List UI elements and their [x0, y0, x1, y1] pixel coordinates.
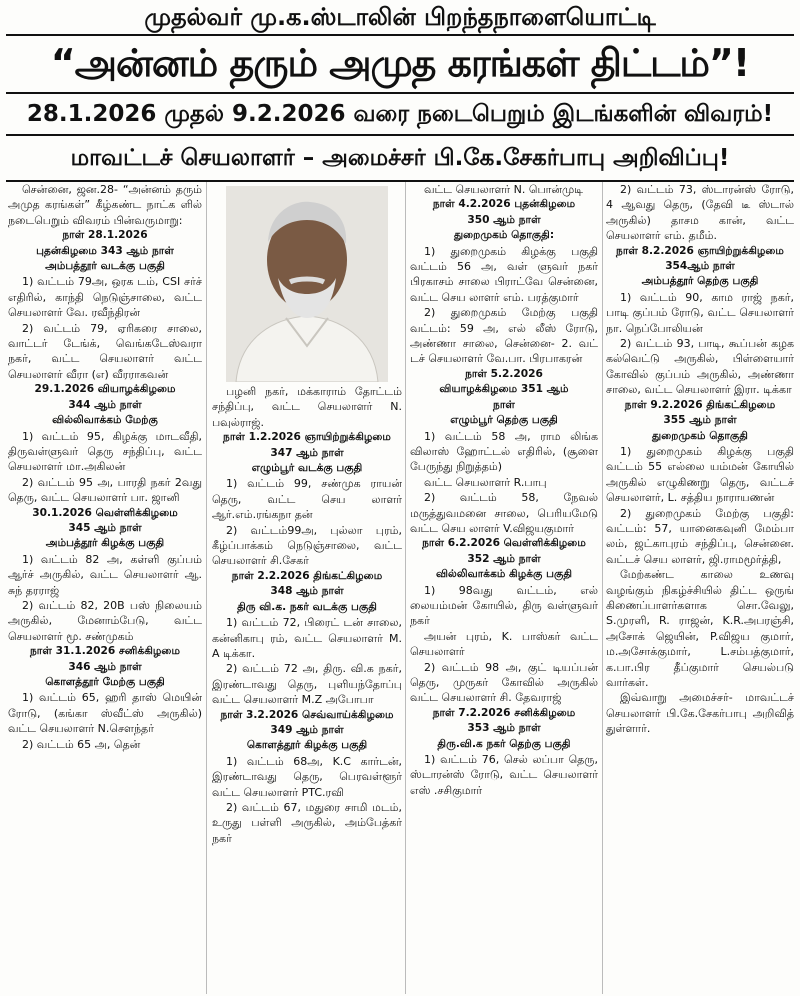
section-heading: 348 ஆம் நாள்	[270, 585, 344, 598]
section-heading: கொளத்தூர் மேற்கு பகுதி	[45, 676, 165, 688]
section-heading: 29.1.2026 வியாழக்கிழமை	[34, 383, 176, 396]
section-heading: நாள் 1.2.2026 ஞாயிற்றுக்கிழமை	[223, 431, 391, 444]
paragraph: இவ்வாறு அமைச்சர்- மாவட்டச் செயலாளர் பி.கே.சேகர்பாபு அறிவித் துள்ளார்.	[606, 691, 794, 736]
paragraph: 2) வட்டம் 95 அ, பாரதி நகர் 2வது தெரு, வட்ட செயலாளர் பா. ஜானி	[8, 475, 202, 505]
paragraph: 1) வட்டம் 90, காம ராஜ் நகர், பாடி குப்பம் ரோடு, வட்ட செயலாளர் நா. நெப்போலியன்	[606, 290, 794, 335]
headline: “அன்னம் தரும் அமுத கரங்கள் திட்டம்”!	[50, 41, 750, 85]
section-heading: நாள் 9.2.2026 திங்கட்கிழமை	[624, 398, 776, 411]
section-heading: வியாழக்கிழமை 351 ஆம்	[439, 383, 569, 396]
section-heading: புதன்கிழமை 343 ஆம் நாள்	[36, 244, 174, 257]
column-divider	[206, 182, 207, 994]
section-heading: 350 ஆம் நாள்	[467, 213, 541, 226]
section-heading: 345 ஆம் நாள்	[68, 521, 142, 534]
paragraph: 2) வட்டம் 67, மதுரை சாமி மடம், உருது பள்ளி அருகில், அம்பேத்கர் நகர்	[212, 800, 402, 845]
paragraph: சென்னை, ஜன.28- “அன்னம் தரும் அமுத கரங்கள்” கீழ்கண்ட நாட்க ளில் நடைபெறும் விவரம் பின்வருமாறு:	[8, 183, 202, 227]
article-column-2	[212, 182, 402, 994]
section-heading: நாள் 31.1.2026 சனிக்கிழமை	[30, 645, 180, 658]
subheadline-announcement: மாவட்டச் செயலாளர் – அமைச்சர் பி.கே.சேகர்பாபு அறிவிப்பு!	[70, 145, 730, 171]
paragraph: 1) வட்டம் 79அ, ஒரக டம், CSI சர்ச் எதிரில், காந்தி நெடுஞ்சாலை, வட்ட செயலாளர் வே. ரவீந்திரன்	[8, 275, 202, 320]
section-heading: எழும்பூர் தெற்கு பகுதி	[450, 414, 558, 427]
paragraph: 2) துறைமுகம் மேற்கு பகுதி: வட்டம்: 57, யானைகவுனி மேம்பா லம், ஜட்காபுரம் சந்திப்பு, சென்னை. வட்டச் செய லாளர், ஜி.ராமமூர்த்தி,	[606, 506, 794, 566]
article-column-3	[410, 182, 598, 994]
paragraph: 1) வட்டம் 72, பிரைட் டன் சாலை, கன்னிகாபு ரம், வட்ட செயலாளர் M. A டிக்கா.	[212, 616, 402, 660]
paragraph: அயன் புரம், K. பாஸ்கர் வட்ட செயலாளர்	[410, 629, 598, 659]
section-heading: நாள் 2.2.2026 திங்கட்கிழமை	[231, 569, 383, 582]
section-heading: திரு.வி.க நகர் தெற்கு பகுதி	[437, 737, 571, 750]
paragraph: 1) துறைமுகம் கிழக்கு பகுதி வட்டம் 56 அ, வள் ளுவர் நகர் பிரகாசம் சாலை பிராட்வே சென்னை, வட்ட செய லாளர் எம். பரத்குமார்	[410, 244, 598, 304]
paragraph: 2) வட்டம் 93, பாடி, கூப்பன் கழக கல்வெட்டு அருகில், பிள்ளையார் கோவில் குப்பம் அருகில், அண்ணா சாலை, வட்ட செயலாளர் இரா. டிக்கா	[606, 337, 794, 397]
subheadline-dates: 28.1.2026 முதல் 9.2.2026 வரை நடைபெறும் இடங்களின் விவரம்!	[26, 101, 774, 127]
section-heading: 344 ஆம் நாள்	[68, 398, 142, 411]
article-column-2-body	[212, 384, 402, 846]
paragraph: வட்ட செயலாளர் N. பொன்முடி	[424, 183, 584, 196]
section-heading: நாள் 28.1.2026	[62, 229, 148, 242]
column-divider	[602, 182, 603, 994]
paragraph: 1) வட்டம் 68அ, K.C கார்டன், இரண்டாவது தெரு, பெரவள்ளூர் வட்ட செயலாளர் PTC.ரவி	[212, 754, 402, 799]
paragraph: 1) துறைமுகம் கிழக்கு பகுதி வட்டம் 55 எல்லை யம்மன் கோயில் அருகில் எழுகிணறு தெரு, வட்டச் செயலாளர், L. சத்திய நாராயணன்	[606, 444, 794, 505]
section-heading: நாள் 8.2.2026 ஞாயிற்றுக்கிழமை	[616, 244, 784, 257]
section-heading: துறைமுகம் தொகுதி:	[453, 229, 555, 242]
section-heading: திரு வி.க. நகர் வடக்கு பகுதி	[237, 600, 377, 613]
column-divider	[405, 182, 406, 994]
section-heading: 347 ஆம் நாள்	[270, 446, 344, 459]
section-heading: கொளத்தூர் கிழக்கு பகுதி	[246, 739, 368, 752]
section-heading: 346 ஆம் நாள்	[68, 660, 142, 673]
paragraph: 1) 98வது வட்டம், எல் லையம்மன் கோயில், திரு வள்ளுவர் நகர்	[410, 583, 598, 628]
section-heading: நாள் 5.2.2026	[465, 367, 543, 380]
paragraph: மேற்கண்ட காலை உணவு வழங்கும் நிகழ்ச்சியில் திட்ட ஒருங் கிணைப்பாளர்களாக சொ.வேலு, S.முரளி, R. ராஜன், K.R.அபரஞ்சி, அசோக் ஜெயின், P.விஜய குமார், ம.அசோக்குமார், L.சம்பத்குமார், க.பா.பிர தீப்குமார் செயல்படு வார்கள்.	[606, 568, 794, 689]
section-heading: 349 ஆம் நாள்	[270, 723, 344, 736]
paragraph: 2) வட்டம் 98 அ, குட் டியப்பன் தெரு, முருகர் கோவில் அருகில் வட்ட செயலாளர் சி. தேவராஜ்	[410, 660, 598, 705]
section-heading: நாள் 4.2.2026 புதன்கிழமை	[432, 198, 576, 211]
section-heading: 355 ஆம் நாள்	[663, 414, 737, 427]
section-heading: 352 ஆம் நாள்	[467, 552, 541, 565]
section-heading: நாள் 3.2.2026 செவ்வாய்க்கிழமை	[220, 708, 394, 721]
paragraph: 2) வட்டம் 82, 20B பஸ் நிலையம் அருகில், மேனாம்பேடு, வட்ட செயலாளர் மூ. சண்முகம்	[8, 598, 202, 643]
paragraph: 1) வட்டம் 58 அ, ராம லிங்க விலாஸ் ஹோட்டல் எதிரில், (சூளை பேருந்து நிறுத்தம்)	[410, 429, 598, 474]
section-heading: அம்பத்தூர் கிழக்கு பகுதி	[45, 537, 165, 550]
section-heading: நாள் 7.2.2026 சனிக்கிழமை	[432, 706, 576, 719]
section-heading: நாள்	[493, 398, 515, 411]
paragraph: வட்ட செயலாளர் R.பாபு	[424, 475, 547, 489]
article-column-1	[8, 182, 202, 994]
section-heading: வில்லிவாக்கம் மேற்கு	[52, 414, 158, 427]
paragraph: 2) வட்டம் 58, நேவல் மருத்துவமனை சாலை, பெரியமேடு வட்ட செய லாளர் V.விஜயகுமார்	[410, 491, 598, 535]
section-heading: 353 ஆம் நாள்	[467, 722, 541, 735]
section-heading: 354ஆம் நாள்	[665, 260, 735, 273]
section-heading: நாள் 6.2.2026 வெள்ளிக்கிழமை	[422, 537, 586, 550]
section-heading: எழும்பூர் வடக்கு பகுதி	[251, 462, 363, 475]
paragraph: 1) வட்டம் 82 அ, கள்ளி குப்பம் ஆர்ச் அருகில், வட்ட செயலாளர் ஆ. சுந் தரராஜ்	[8, 552, 202, 597]
paragraph: 2) துறைமுகம் மேற்கு பகுதி வட்டம்: 59 அ, எல் லீஸ் ரோடு, அண்ணா சாலை, சென்னை- 2. வட் டச் செயலாளர் வே.பா. பிரபாகரன்	[410, 306, 598, 366]
paragraph: 2) வட்டம் 65 அ, தென்	[22, 737, 141, 751]
paragraph: 1) வட்டம் 65, ஹரி தாஸ் மெயின் ரோடு, (கங்கா ஸ்வீட்ஸ் அருகில்) வட்ட செயலாளர் N.சௌந்தர்	[8, 691, 202, 736]
paragraph: 1) வட்டம் 99, சண்முக ராயன் தெரு, வட்ட செய லாளர் ஆர்.எம்.ரங்கநா தன்	[212, 477, 402, 522]
paragraph: 2) வட்டம் 79, ஏரிகரை சாலை, வாட்டர் டேங்க், வெங்கடேஸ்வரா நகர், வட்ட செயலாளர் வட்ட செயலாளர் வீரா (எ) வீரராகவன்	[8, 321, 202, 381]
section-heading: அம்பத்தூர் வடக்கு பகுதி	[45, 260, 165, 273]
section-heading: துறைமுகம் தொகுதி	[652, 429, 748, 442]
section-heading: வில்லிவாக்கம் கிழக்கு பகுதி	[435, 568, 572, 581]
header-line-1: முதல்வர் மு.க.ஸ்டாலின் பிறந்தநாளையொட்டி	[144, 3, 656, 31]
article-column-4	[606, 182, 794, 994]
paragraph: 1) வட்டம் 95, கிழக்கு மாடவீதி, திருவள்ளுவர் தெரு சந்திப்பு, வட்ட செயலாளர் மா.அகிலன்	[8, 429, 202, 474]
paragraph: 1) வட்டம் 76, செல் லப்பா தெரு, ஸ்டாரன்ஸ் ரோடு, வட்ட செயலாளர் எஸ் .சசிகுமார்	[410, 753, 598, 797]
paragraph: 2) வட்டம் 72 அ, திரு. வி.க நகர், இரண்டாவது தெரு, புளியந்தோப்பு வட்ட செயலாளர் M.Z அபோபா	[212, 662, 402, 707]
paragraph: பழனி நகர், மக்காராம் தோட்டம் சந்திப்பு, வட்ட செயலாளர் N. பவுல்ராஜ்.	[212, 385, 402, 429]
paragraph: 2) வட்டம் 73, ஸ்டாரன்ஸ் ரோடு, 4 ஆவது தெரு, (தேவி டீ ஸ்டால் அருகில்) தாசம கான், வட்ட செயலாளர் எம். தமீம்.	[606, 183, 794, 243]
paragraph: 2) வட்டம்99அ, புல்லா புரம், கீழ்ப்பாக்கம் நெடுஞ்சாலை, வட்ட செயலாளர் சி.சேகர்	[212, 523, 402, 568]
section-heading: 30.1.2026 வெள்ளிக்கிழமை	[32, 506, 178, 519]
section-heading: அம்பத்தூர் தெற்கு பகுதி	[641, 275, 759, 288]
